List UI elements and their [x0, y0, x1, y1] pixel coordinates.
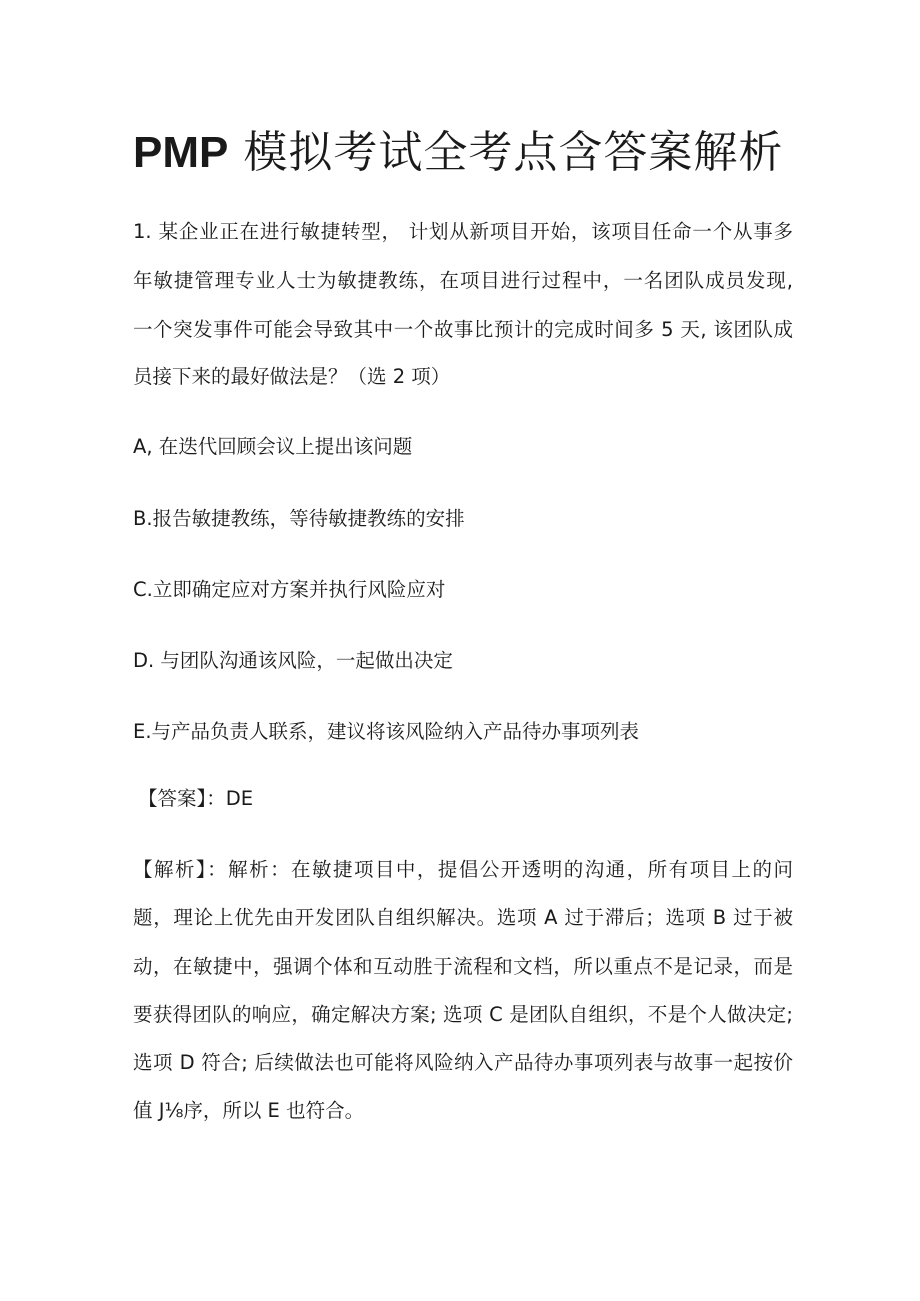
document-title: [133, 124, 783, 182]
analysis-line: 题，理论上优先由开发团队自组织解决。选项 A 过于滞后；选项 B 过于被: [133, 906, 793, 929]
question-line: 年敏捷管理专业人士为敏捷教练，在项目进行过程中，一名团队成员发现,: [133, 269, 793, 292]
question-line: 一个突发事件可能会导致其中一个故事比预计的完成时间多 5 天, 该团队成: [133, 318, 793, 341]
option-d: D. 与团队沟通该风险，一起做出决定: [133, 649, 453, 672]
option-c: C.立即确定应对方案并执行风险应对: [133, 578, 446, 601]
option-b: B.报告敏捷教练，等待敏捷教练的安排: [133, 507, 465, 530]
answer: 【答案】：DE: [138, 787, 254, 810]
title-prefix: PMP: [133, 128, 229, 177]
question-line: 1. 某企业正在进行敏捷转型， 计划从新项目开始，该项目任命一个从事多: [133, 220, 793, 243]
analysis-line: 【解析】：解析：在敏捷项目中，提倡公开透明的沟通，所有项目上的问: [133, 858, 793, 881]
analysis-line: 要获得团队的响应，确定解决方案; 选项 C 是团队自组织，不是个人做决定;: [133, 1003, 793, 1026]
option-a: A, 在迭代回顾会议上提出该问题: [133, 435, 413, 458]
title-text: 模拟考试全考点含答案解析: [228, 127, 784, 178]
analysis-line: 值 J⅛序，所以 E 也符合。: [133, 1099, 365, 1122]
question-line: 员接下来的最好做法是？（选 2 项）: [133, 365, 451, 388]
analysis-line: 动，在敏捷中，强调个体和互动胜于流程和文档，所以重点不是记录，而是: [133, 955, 793, 978]
option-e: E.与产品负责人联系，建议将该风险纳入产品待办事项列表: [133, 720, 640, 743]
analysis-line: 选项 D 符合; 后续做法也可能将风险纳入产品待办事项列表与故事一起按价: [133, 1051, 793, 1074]
